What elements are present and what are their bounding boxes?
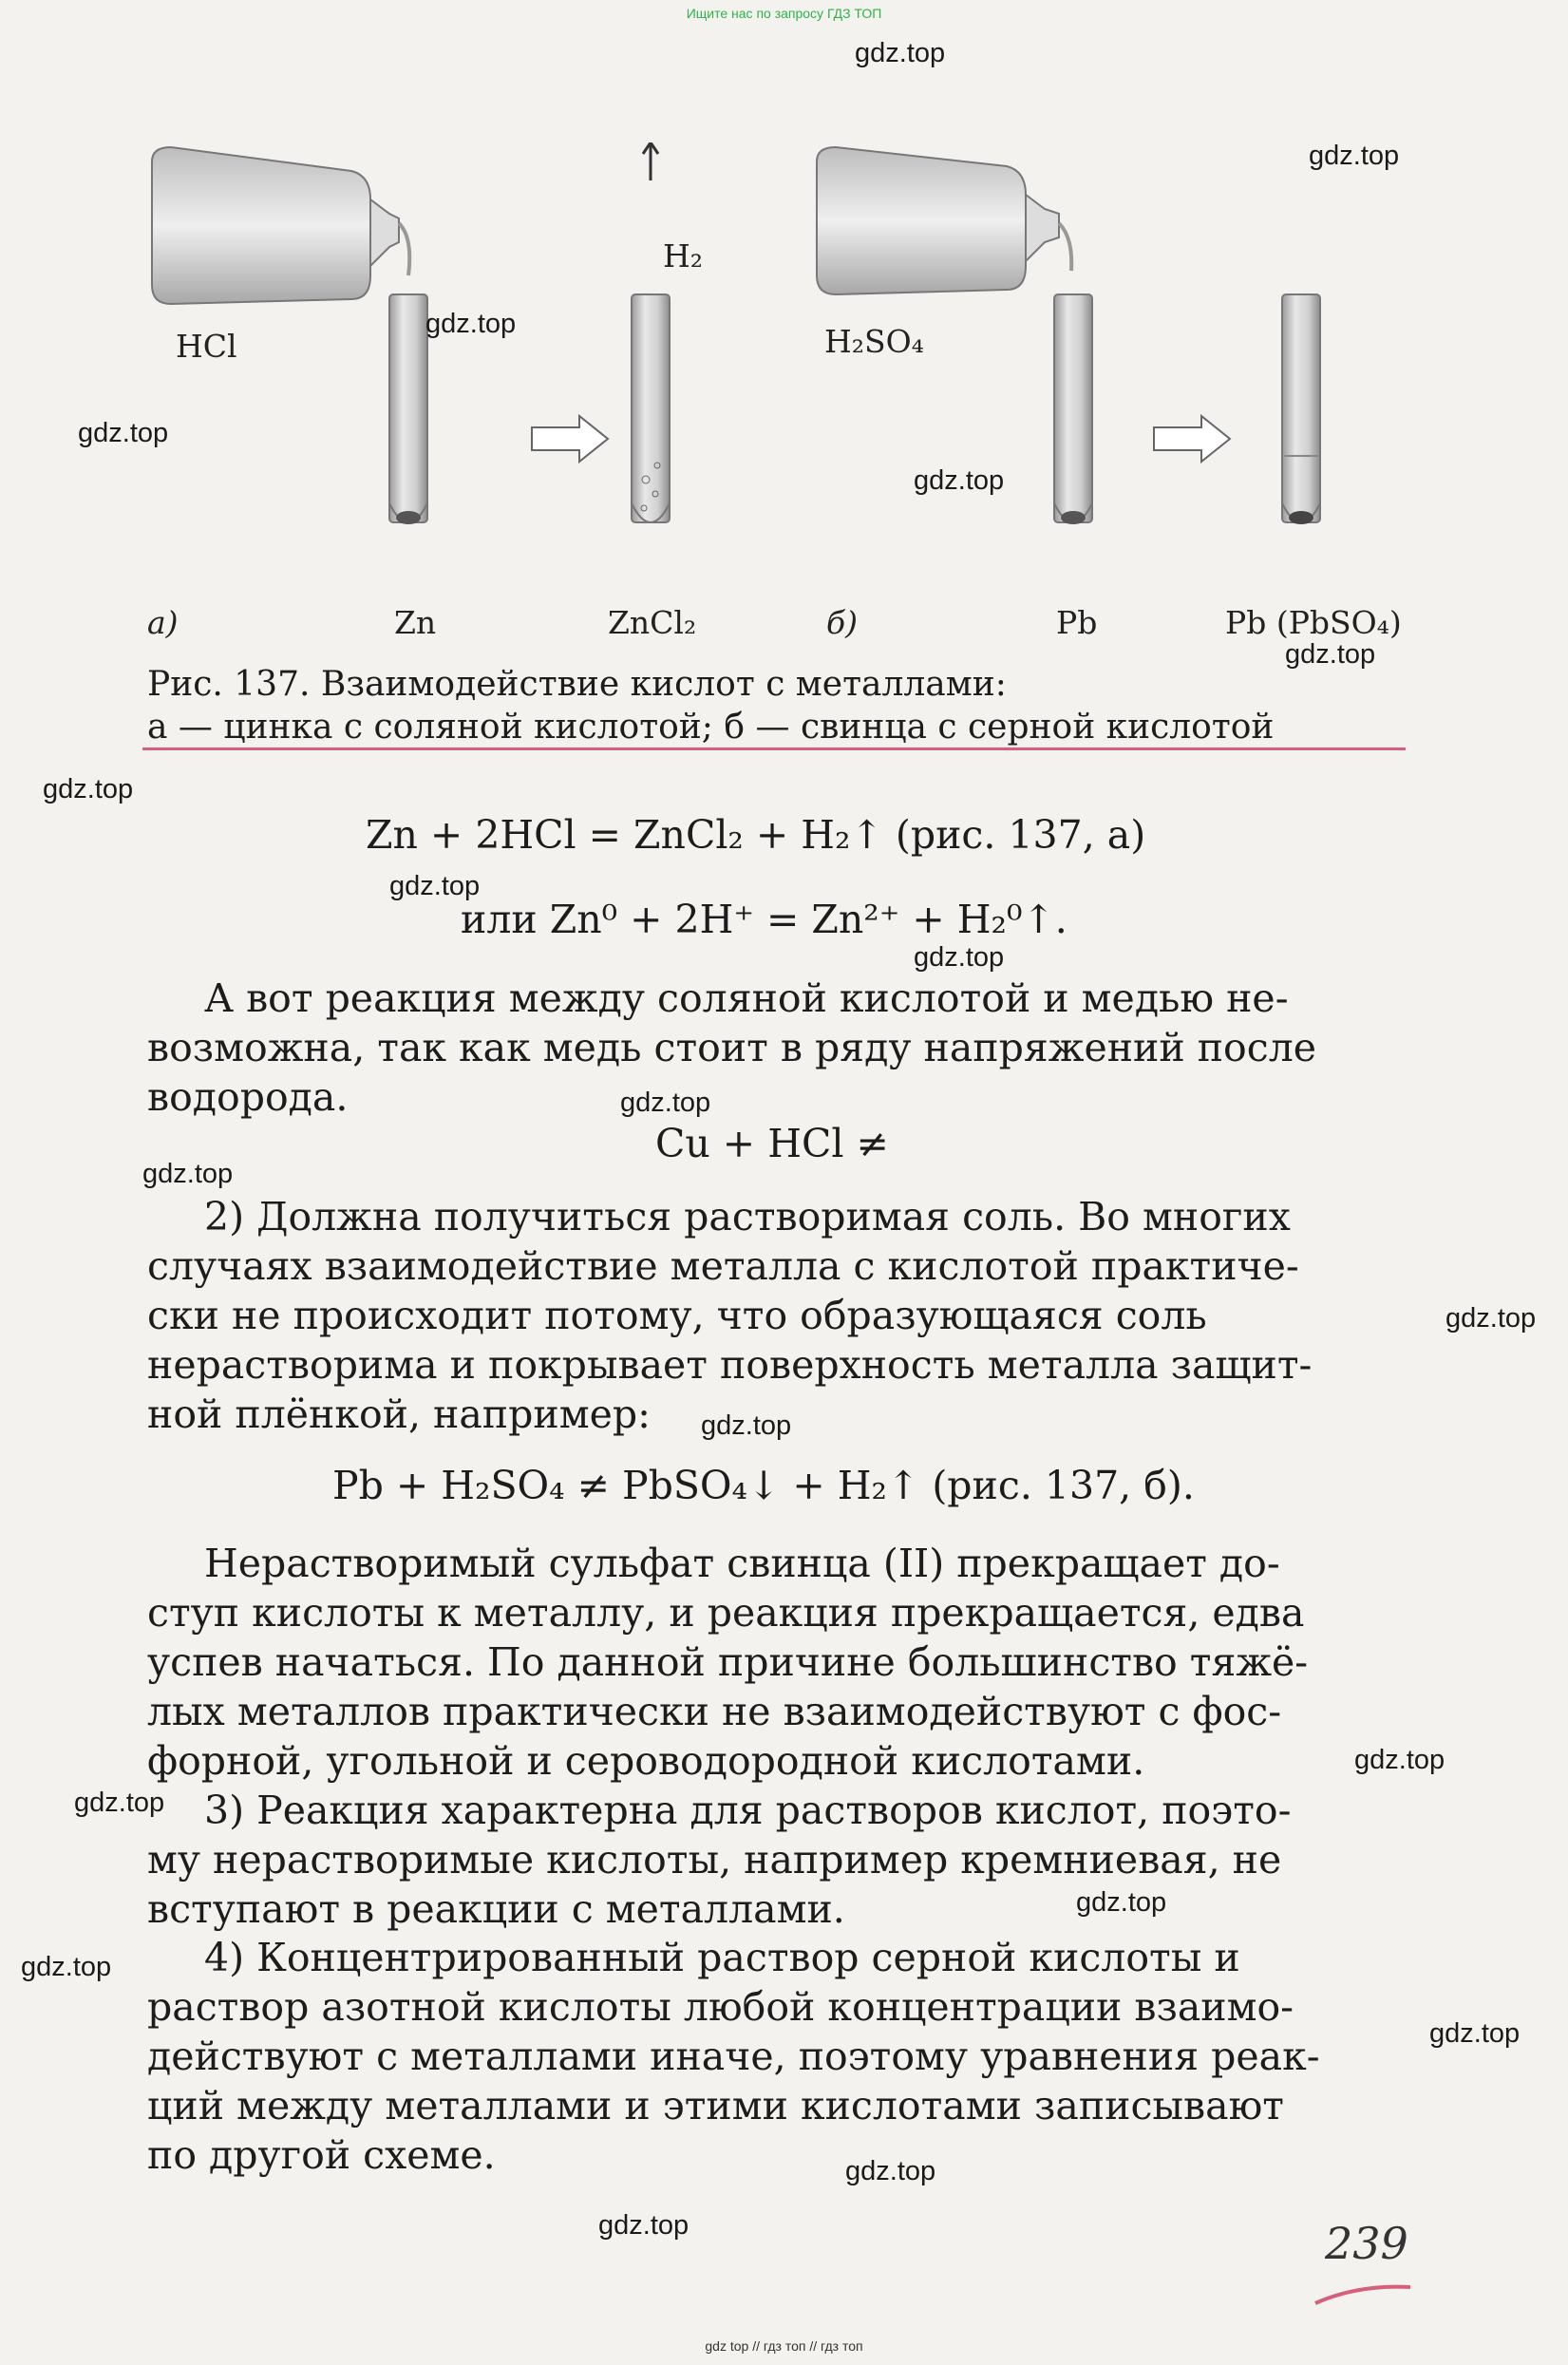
- label-h2: H₂: [663, 237, 704, 274]
- text-line: 3) Реакция характерна для растворов кислот, поэто-: [204, 1788, 1292, 1833]
- text-line: му нерастворимые кислоты, например кремниевая, не: [147, 1837, 1282, 1883]
- equation-pb-h2so4: Pb + H₂SO₄ ≠ PbSO₄↓ + H₂↑ (рис. 137, б).: [332, 1463, 1195, 1508]
- figure-137-illustration: [133, 142, 1406, 655]
- h2so4-bottle-icon: [817, 147, 1071, 294]
- watermark: gdz.top: [1076, 1887, 1167, 1918]
- figure-caption-legend: а — цинка с соляной кислотой; б — свинца с серной кислотой: [147, 708, 1275, 747]
- pbso4-test-tube-icon: [1282, 294, 1320, 524]
- text-line: действуют с металлами иначе, поэтому уравнения реак-: [147, 2034, 1320, 2079]
- label-zncl2: ZnCl₂: [608, 604, 697, 641]
- text-line: ски не происходит потому, что образующаяся соль: [147, 1293, 1207, 1338]
- watermark: gdz.top: [598, 2210, 690, 2241]
- watermark: gdz.top: [21, 1952, 112, 1982]
- arrow-right-icon: [532, 416, 608, 462]
- zn-test-tube-icon: [389, 294, 427, 524]
- text-line: случаях взаимодействие металла с кислотой практиче-: [147, 1243, 1299, 1289]
- watermark: gdz.top: [914, 942, 1005, 973]
- watermark: gdz.top: [701, 1410, 792, 1441]
- text-line: водорода.: [147, 1074, 349, 1120]
- label-a: а): [147, 604, 179, 641]
- hcl-bottle-icon: [152, 147, 409, 304]
- text-line: ной плёнкой, например:: [147, 1391, 651, 1437]
- watermark: gdz.top: [43, 774, 134, 804]
- label-h2so4: H₂SO₄: [824, 323, 924, 360]
- equation-zn-ionic: или Zn⁰ + 2H⁺ = Zn²⁺ + H₂⁰↑.: [461, 897, 1067, 942]
- watermark: gdz.top: [845, 2156, 936, 2186]
- watermark: gdz.top: [389, 871, 481, 901]
- page-number-underline: [1311, 2280, 1415, 2308]
- text-line: возможна, так как медь стоит в ряду напряжений после: [147, 1025, 1317, 1070]
- text-line: раствор азотной кислоты любой концентрации взаимо-: [147, 1984, 1294, 2030]
- text-line: 4) Концентрированный раствор серной кислоты и: [204, 1935, 1240, 1980]
- figure-caption-title: Рис. 137. Взаимодействие кислот с металлами:: [147, 665, 1007, 704]
- text-line: форной, угольной и сероводородной кислотами.: [147, 1738, 1145, 1784]
- label-pb: Pb: [1056, 604, 1098, 641]
- label-pb-pbso4: Pb (PbSO₄): [1225, 604, 1402, 641]
- bottom-banner: gdz top // гдз топ // гдз топ: [705, 2338, 863, 2354]
- label-zn: Zn: [394, 604, 437, 641]
- top-banner: Ищите нас по запросу ГДЗ ТОП: [686, 6, 882, 21]
- paragraph-acid-solutions: [147, 1786, 1401, 1934]
- text-line: нерастворима и покрывает поверхность металла защит-: [147, 1342, 1313, 1388]
- watermark: gdz.top: [425, 309, 517, 339]
- watermark: gdz.top: [78, 418, 169, 448]
- arrow-right-icon: [1154, 416, 1230, 462]
- text-line: Нерастворимый сульфат свинца (II) прекращает до-: [204, 1541, 1280, 1586]
- paragraph-soluble-salt: [147, 1192, 1401, 1439]
- pb-test-tube-icon: [1054, 294, 1092, 524]
- text-line: вступают в реакции с металлами.: [147, 1886, 845, 1932]
- watermark: gdz.top: [1445, 1303, 1537, 1334]
- label-hcl: HCl: [176, 328, 237, 365]
- text-line: успев начаться. По данной причине большинство тяжё-: [147, 1639, 1309, 1685]
- watermark: gdz.top: [914, 465, 1005, 496]
- watermark: gdz.top: [855, 38, 946, 68]
- paragraph-lead-sulfate: [147, 1539, 1401, 1786]
- watermark: gdz.top: [74, 1788, 165, 1818]
- equation-cu-hcl: Cu + HCl ≠: [655, 1121, 889, 1166]
- watermark: gdz.top: [1285, 639, 1376, 670]
- text-line: ступ кислоты к металлу, и реакция прекращается, едва: [147, 1590, 1305, 1636]
- page-number: 239: [1325, 2218, 1408, 2269]
- text-line: А вот реакция между соляной кислотой и медью не-: [204, 975, 1289, 1021]
- label-b: б): [826, 604, 859, 641]
- watermark: gdz.top: [1429, 2018, 1521, 2049]
- watermark: gdz.top: [1309, 141, 1400, 171]
- text-line: ций между металлами и этими кислотами записывают: [147, 2083, 1284, 2128]
- watermark: gdz.top: [1354, 1745, 1445, 1775]
- equation-zn-hcl: Zn + 2HCl = ZnCl₂ + H₂↑ (рис. 137, а): [366, 812, 1146, 858]
- zncl2-test-tube-icon: [632, 142, 670, 522]
- text-line: по другой схеме.: [147, 2132, 496, 2178]
- text-line: 2) Должна получиться растворимая соль. Во многих: [204, 1194, 1291, 1239]
- caption-divider: [142, 747, 1406, 750]
- text-line: лых металлов практически не взаимодействуют с фос-: [147, 1689, 1282, 1734]
- paragraph-copper: [147, 974, 1401, 1122]
- watermark: gdz.top: [620, 1088, 711, 1118]
- paragraph-concentrated-acids: [147, 1933, 1401, 2180]
- watermark: gdz.top: [142, 1159, 234, 1189]
